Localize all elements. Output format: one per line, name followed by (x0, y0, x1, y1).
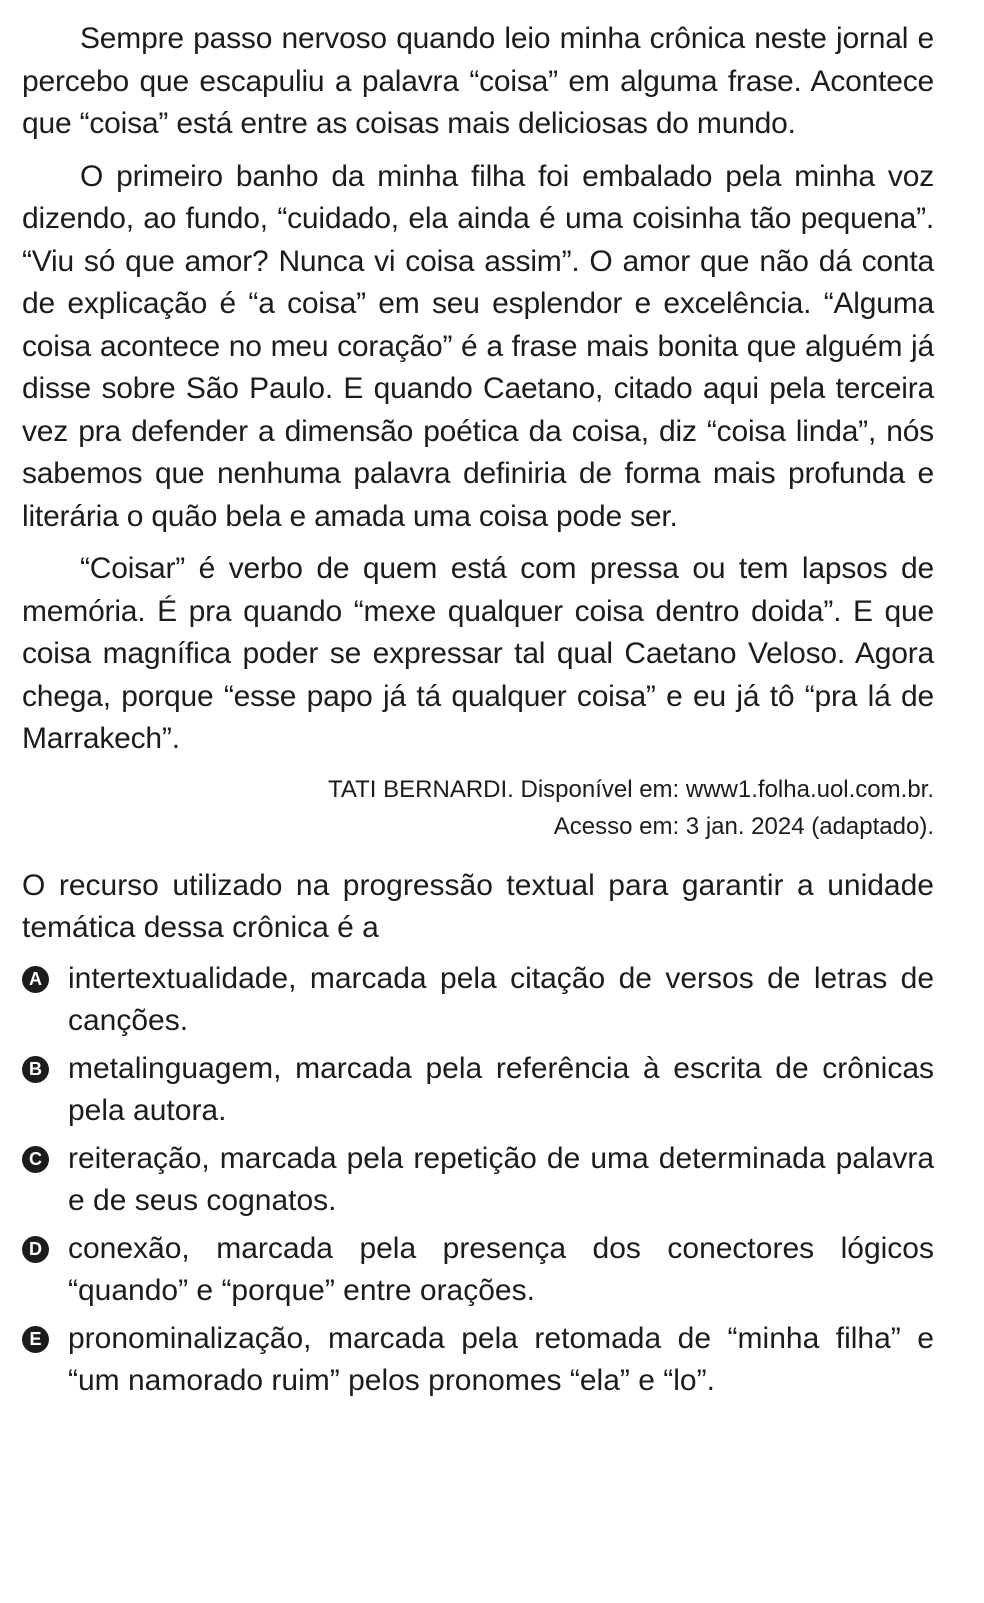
answer-options (22, 958, 934, 1403)
paragraph-1: Sempre passo nervoso quando leio minha crônica neste jornal e percebo que escapuliu a palavra “coisa” em alguma frase. Acontece que “coisa” está entre as coisas mais deliciosas do mundo. (22, 22, 934, 140)
source-citation (22, 771, 934, 845)
option-c-letter-icon: C (22, 1146, 49, 1173)
option-d-text: conexão, marcada pela presença dos conectores lógicos “quando” e “porque” entre orações. (68, 1231, 934, 1307)
chronicle-text (22, 18, 934, 761)
option-b-letter-icon: B (22, 1056, 49, 1083)
option-e-letter-icon: E (22, 1326, 49, 1353)
option-b[interactable] (22, 1048, 934, 1133)
option-c-text: reiteração, marcada pela repetição de uma determinada palavra e de seus cognatos. (68, 1141, 934, 1217)
option-a[interactable] (22, 958, 934, 1043)
option-e[interactable] (22, 1318, 934, 1403)
option-d-letter-icon: D (22, 1236, 49, 1263)
option-c[interactable] (22, 1138, 934, 1223)
option-b-text: metalinguagem, marcada pela referência à escrita de crônicas pela autora. (68, 1051, 934, 1127)
exam-page (22, 18, 934, 1408)
question-prompt: O recurso utilizado na progressão textual para garantir a unidade temática dessa crônica é a (22, 868, 934, 944)
source-line-1: TATI BERNARDI. Disponível em: www1.folha.uol.com.br. (328, 775, 934, 803)
paragraph-2: O primeiro banho da minha filha foi embalado pela minha voz dizendo, ao fundo, “cuidado, ela ainda é uma coisinha tão pequena”. “Viu só que amor? Nunca vi coisa assim”. O amor que não dá conta de explicação é “a coisa” em seu esplendor e excelência. “Alguma coisa acontece no meu coração” é a frase mais bonita que alguém já disse sobre São Paulo. E quando Caetano, citado aqui pela terceira vez pra defender a dimensão poética da coisa, diz “coisa linda”, nós sabemos que nenhuma palavra definiria de forma mais profunda e literária o quão bela e amada uma coisa pode ser. (22, 159, 934, 533)
option-e-text: pronominalização, marcada pela retomada de “minha filha” e “um namorado ruim” pelos pronomes “ela” e “lo”. (68, 1321, 934, 1397)
paragraph-3: “Coisar” é verbo de quem está com pressa ou tem lapsos de memória. É pra quando “mexe qualquer coisa dentro doida”. E que coisa magnífica poder se expressar tal qual Caetano Veloso. Agora chega, porque “esse papo já tá qualquer coisa” e eu já tô “pra lá de Marrakech”. (22, 552, 934, 755)
option-a-letter-icon: A (22, 966, 49, 993)
option-a-text: intertextualidade, marcada pela citação de versos de letras de canções. (68, 961, 934, 1037)
source-line-2: Acesso em: 3 jan. 2024 (adaptado). (553, 812, 934, 840)
option-d[interactable] (22, 1228, 934, 1313)
